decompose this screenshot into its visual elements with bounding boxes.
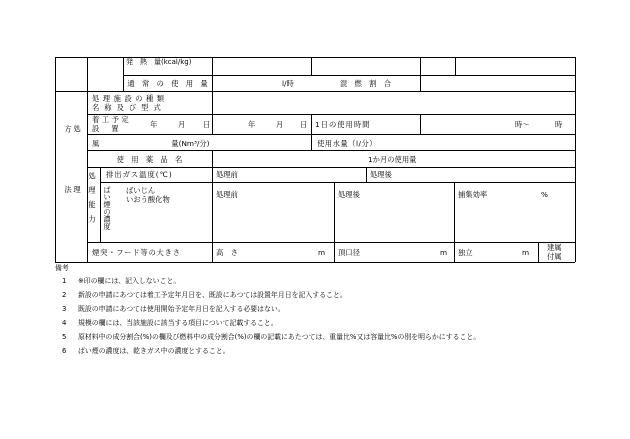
usual-use-label: 通 常 の 使 用 量	[127, 79, 208, 88]
percent-unit: %	[541, 190, 548, 199]
day-label-2: 日	[300, 120, 308, 129]
dust-concentration-label: ばい煙の濃度	[103, 186, 112, 230]
top-diameter-label: 頂口径	[338, 248, 360, 257]
time-to-label: 時	[555, 120, 563, 129]
diameter-unit: m	[440, 248, 448, 257]
conc-after-label: 処理後	[338, 190, 360, 199]
note-text: 新設の申請にあつては着工予定年月日を、既設にあつては設置年月日を記入すること。	[78, 291, 347, 299]
height-unit: m	[318, 248, 326, 257]
conc-before-label: 処理前	[216, 190, 238, 199]
year-label-2: 年	[248, 120, 256, 129]
before-label: 処理前	[216, 170, 238, 179]
heat-value-label: 発 熱 量(kcal/kg)	[126, 58, 192, 66]
note-number: 2	[62, 291, 67, 299]
name-model-label: 名称及び型式	[92, 103, 166, 112]
notes-title: 備考	[55, 264, 69, 272]
note-text: ばい煙の濃度は、乾きガス中の濃度とすること。	[78, 347, 230, 355]
facility-type-label: 処理施設の種類	[92, 94, 168, 103]
chemical-name-label: 使 用 薬 品 名	[116, 155, 183, 164]
day-label: 日	[203, 120, 211, 129]
daily-hours-label: 1日の使用時間	[315, 120, 371, 129]
co-firing-label: 混 燃 割 合	[339, 79, 392, 88]
install-date-label: 設置	[92, 124, 131, 133]
start-date-label: 着工予定	[92, 115, 132, 124]
capacity-label: 処理能力	[88, 172, 97, 230]
efficiency-label: 捕集効率	[458, 190, 488, 199]
exhaust-temp-label: 排出ガス温度(℃)	[106, 170, 173, 179]
note-number: 1	[62, 277, 67, 285]
sox-label: いおう酸化物	[126, 195, 170, 204]
note-number: 4	[62, 319, 67, 327]
attached-label-1: 建属	[547, 243, 562, 252]
note-text: ※印の欄には、記入しないこと。	[78, 277, 181, 285]
note-text: 規模の欄には、当該施設に該当する項目について記載すること。	[78, 319, 278, 327]
note-text: 原材料中の成分割合(%)の欄及び燃料中の成分割合(%)の欄の記載にあたつては、重量比%又は容量比%の別を明らかにすること。	[78, 333, 481, 341]
independent-label: 独立	[458, 248, 473, 257]
stack-size-label: 煙突・フード等の大きさ	[92, 248, 181, 257]
water-use-label: 使用水量（l/分）	[317, 139, 378, 148]
note-number: 5	[62, 333, 67, 341]
per-hour-unit: l/時	[282, 79, 294, 88]
air-volume-label: 風 量(Nm³/分)	[92, 139, 210, 148]
note-number: 6	[62, 347, 67, 355]
time-from-label: 時～	[515, 120, 530, 129]
month-label-2: 月	[276, 120, 284, 129]
monthly-use-label: 1か月の使用量	[368, 155, 417, 164]
year-label: 年	[150, 120, 158, 129]
note-number: 3	[62, 305, 67, 313]
independent-unit: m	[522, 248, 530, 257]
month-label: 月	[178, 120, 186, 129]
note-text: 既設の申請にあつては使用開始予定年月日を記入する必要はない。	[78, 305, 285, 313]
attached-label-2: 付属	[547, 252, 562, 261]
height-label: 高 さ	[216, 248, 238, 257]
treatment-method-label: 処 理 方 法	[64, 125, 82, 247]
dust-label: ばいじん	[126, 186, 156, 195]
after-label: 処理後	[370, 170, 392, 179]
